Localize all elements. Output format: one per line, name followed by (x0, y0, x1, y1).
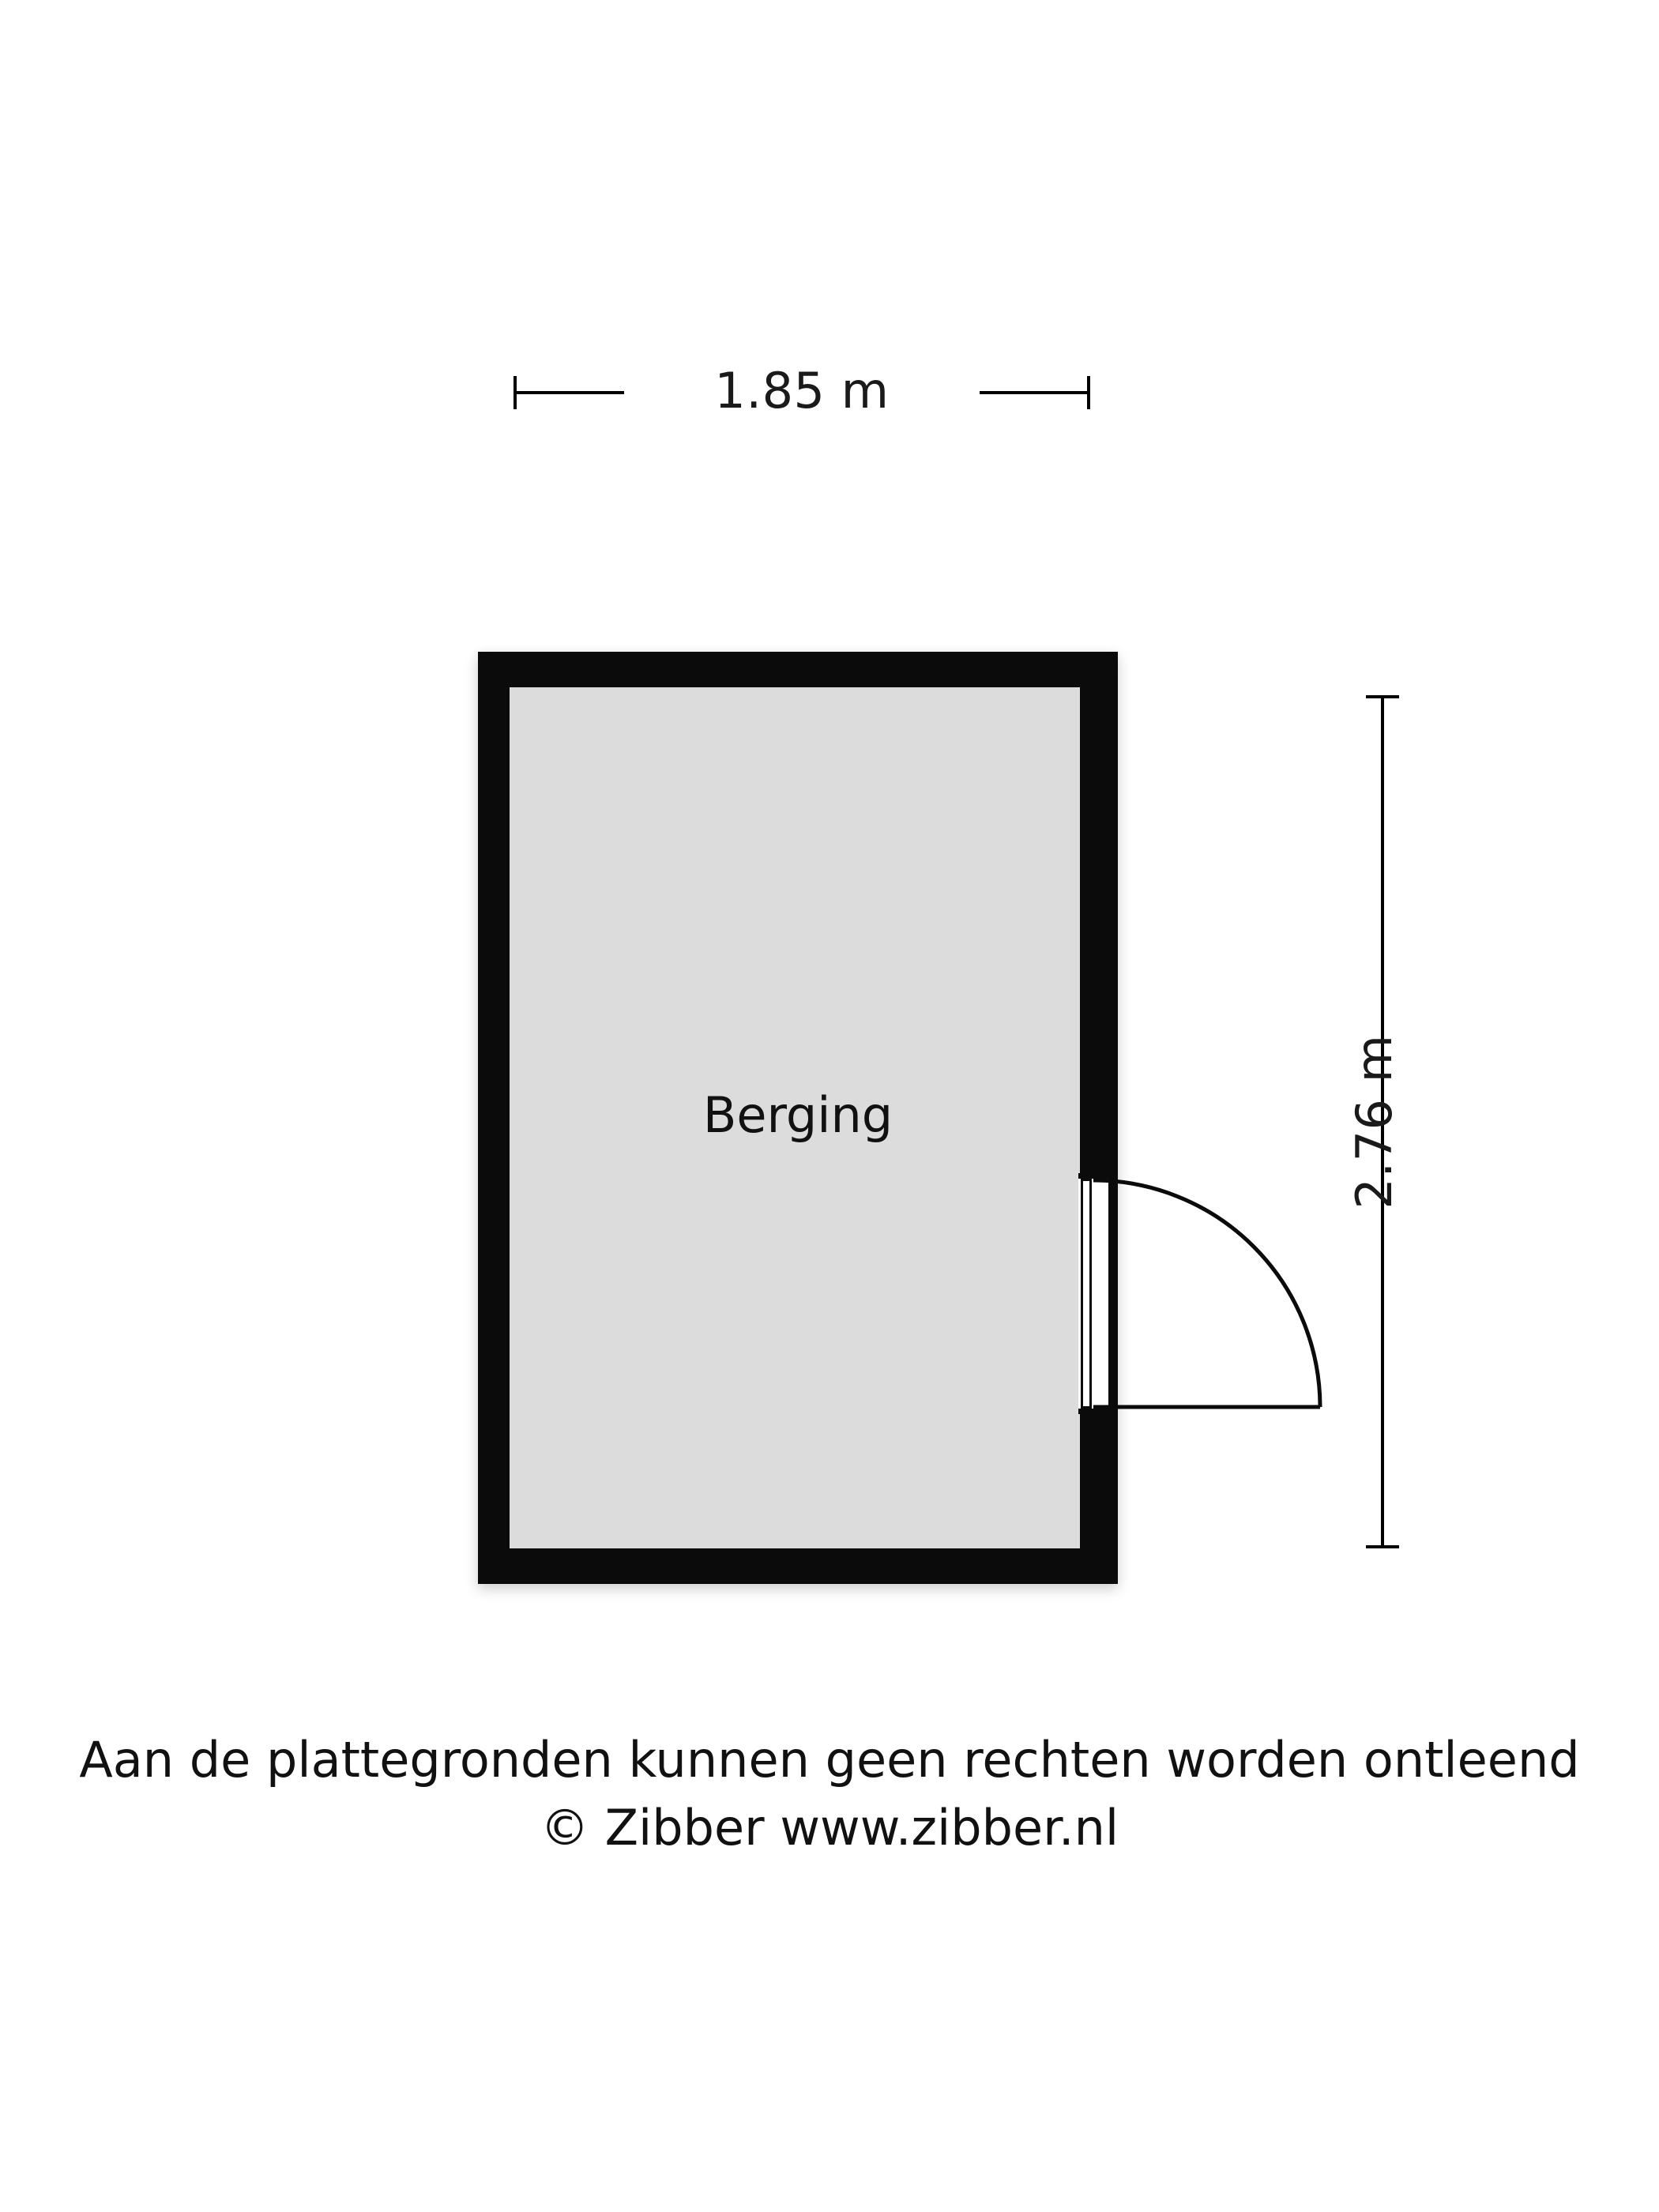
dimension-width-label: 1.85 m (714, 362, 890, 419)
dimension-width-cap-right (1087, 376, 1090, 409)
footer-credit: © Zibber www.zibber.nl (540, 1799, 1119, 1856)
dimension-width (514, 363, 1090, 419)
dimension-width-line-right (980, 391, 1090, 394)
room-berging-label: Berging (702, 1086, 893, 1144)
dimension-height (1311, 695, 1406, 1548)
door-swing-icon (1090, 1177, 1323, 1410)
dimension-height-label: 2.76 m (1345, 1034, 1403, 1209)
footer (0, 1726, 1659, 1862)
footer-disclaimer: Aan de plattegronden kunnen geen rechten worden ontleend (79, 1731, 1580, 1789)
